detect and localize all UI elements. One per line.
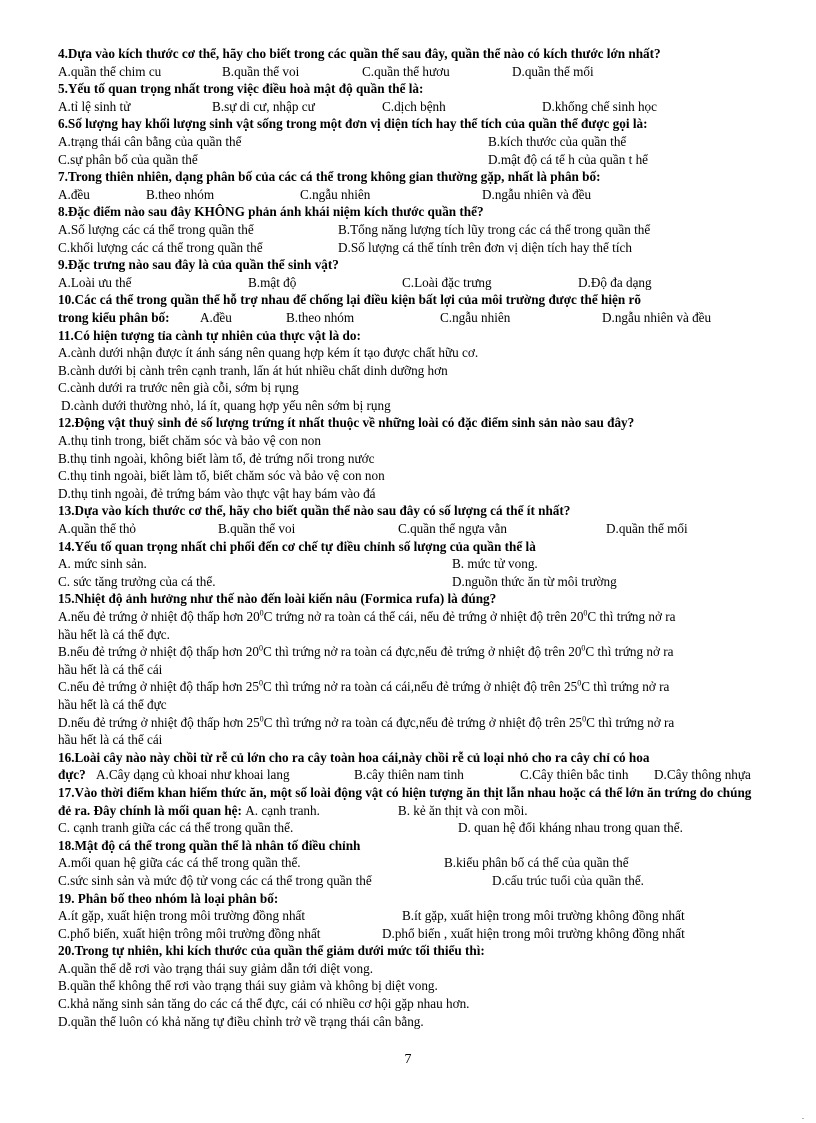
- question-8: 8.Đặc điểm nào sau đây KHÔNG phản ánh khái niệm kích thước quần thể?: [58, 204, 484, 220]
- q4-option-d: D.quần thể mối: [512, 63, 594, 79]
- q5-option-b: B.sự di cư, nhập cư: [212, 98, 315, 114]
- q13-option-c: C.quần thể ngựa vằn: [398, 521, 507, 537]
- q18-option-a: A.mối quan hệ giữa các cá thể trong quần thể.: [58, 855, 301, 871]
- question-4: 4.Dựa vào kích thước cơ thể, hãy cho biết trong các quần thể sau đây, quần thể nào có kích thước lớn nhất?: [58, 46, 661, 61]
- question-8-options-row1: [58, 221, 763, 239]
- question-13-options: [58, 520, 763, 538]
- q17-option-a: A. cạnh tranh.: [245, 802, 320, 818]
- question-17: 17.Vào thời điểm khan hiếm thức ăn, một số loài động vật có hiện tượng ăn thịt lẫn nhau hoặc cá thể lớn ăn trứng do chúng đẻ ra. Đây chính là mối quan hệ: A. cạnh tranh. B. kẻ ăn thịt và con mồi.: [58, 784, 752, 818]
- q7-option-a: A.đều: [58, 186, 90, 202]
- question-18-options-row1: [58, 854, 763, 872]
- q4-option-a: A.quần thể chim cu: [58, 63, 162, 79]
- q18-option-d: D.cấu trúc tuổi của quần thể.: [492, 872, 644, 888]
- q11-option-b: B.cành dưới bị cành trên cạnh tranh, lấn át hút nhiều chất dinh dưỡng hơn: [58, 362, 448, 378]
- question-16: 16.Loài cây nào này chồi từ rễ củ lớn cho ra cây toàn hoa cái,này chồi rễ củ loại nhỏ cho ra cây chỉ có hoa: [58, 749, 650, 765]
- question-17-options-row2: [58, 819, 763, 837]
- q9-option-a: A.Loài ưu thế: [58, 274, 132, 290]
- q6-option-c: C.sự phân bố của quần thể: [58, 151, 198, 167]
- q20-option-c: C.khả năng sinh sản tăng do các cá thể đực, cái có nhiều cơ hội gặp nhau hơn.: [58, 996, 470, 1012]
- q13-option-b: B.quần thể voi: [218, 521, 296, 537]
- question-4-options: [58, 63, 763, 81]
- question-19-options-row1: [58, 907, 763, 925]
- question-7-options: [58, 186, 763, 204]
- question-19: 19. Phân bố theo nhóm là loại phân bố:: [58, 890, 279, 906]
- q14-option-a: A. mức sinh sản.: [58, 556, 147, 572]
- corner-mark: .: [802, 1112, 804, 1121]
- q13-option-d: D.quần thể mối: [606, 521, 688, 537]
- q12-option-d: D.thụ tinh ngoài, đẻ trứng bám vào thực vật hay bám vào đá: [58, 485, 376, 501]
- question-13: 13.Dựa vào kích thước cơ thể, hãy cho biết quần thể nào sau đây có số lượng cá thể ít nhất?: [58, 503, 571, 519]
- q10-option-c: C.ngẫu nhiên: [440, 309, 511, 325]
- question-6-options-row2: [58, 151, 763, 169]
- q17-option-d: D. quan hệ đối kháng nhau trong quan thể.: [458, 820, 683, 836]
- q7-option-d: D.ngẫu nhiên và đều: [482, 186, 592, 202]
- q9-option-b: B.mật độ: [248, 274, 297, 290]
- q14-option-c: C. sức tăng trưởng của cá thể.: [58, 573, 216, 589]
- question-11: 11.Có hiện tượng tỉa cành tự nhiên của thực vật là do:: [58, 327, 361, 343]
- question-9: 9.Đặc trưng nào sau đây là của quần thể sinh vật?: [58, 257, 339, 273]
- question-12: 12.Động vật thuỷ sinh đẻ số lượng trứng ít nhất thuộc về những loài có đặc điểm sinh sản nào sau đây?: [58, 415, 635, 431]
- q11-option-d: D.cành dưới thường nhỏ, lá ít, quang hợp yếu nên sớm bị rụng: [61, 397, 391, 413]
- q15-option-a: A.nếu đẻ trứng ở nhiệt độ thấp hơn $20^0C$ trứng nở ra toàn cá thể cái, nếu đẻ trứng ở nhiệt độ trên $20^0C$ thì trứng nở ra: [58, 608, 676, 624]
- q10-option-b: B.theo nhóm: [286, 309, 355, 325]
- q20-option-d: D.quần thể luôn có khả năng tự điều chỉnh trở về trạng thái cân bằng.: [58, 1013, 424, 1029]
- q15-option-b: B.nếu đẻ trứng ở nhiệt độ thấp hơn $20^0C$ thì trứng nở ra toàn cá đực,nếu đẻ trứng ở nhiệt độ trên $20^0C$ thì trứng nở ra: [58, 643, 674, 660]
- q9-option-c: C.Loài đặc trưng: [402, 274, 492, 290]
- q14-option-b: B. mức tử vong.: [452, 556, 538, 572]
- q12-option-a: A.thụ tinh trong, biết chăm sóc và bảo vệ con non: [58, 433, 321, 449]
- q6-option-b: B.kích thước của quần thể: [488, 133, 627, 149]
- q20-option-a: A.quần thể dễ rơi vào trạng thái suy giảm dẫn tới diệt vong.: [58, 960, 373, 976]
- question-6: 6.Số lượng hay khối lượng sinh vật sống trong một đơn vị diện tích hay thể tích của quần thể được gọi là:: [58, 116, 648, 132]
- q7-option-b: B.theo nhóm: [146, 186, 215, 202]
- q19-option-c: C.phổ biến, xuất hiện trông môi trường đồng nhất: [58, 925, 321, 941]
- q4-option-c: C.quần thể hươu: [362, 63, 450, 79]
- q10-option-a: A.đều: [200, 309, 232, 325]
- q15-option-b-cont: hầu hết là cá thể cái: [58, 661, 163, 677]
- question-15: 15.Nhiệt độ ảnh hưởng như thế nào đến loài kiến nâu (Formica rufa) là đúng?: [58, 591, 497, 607]
- question-6-options-row1: [58, 133, 763, 151]
- question-10: 10.Các cá thể trong quần thể hỗ trợ nhau để chống lại điều kiện bất lợi của môi trường được thể hiện rõ: [58, 292, 641, 308]
- q17-option-c: C. cạnh tranh giữa các cá thể trong quần thể.: [58, 820, 294, 836]
- q16-option-b: B.cây thiên nam tinh: [354, 767, 464, 783]
- q8-option-b: B.Tổng năng lượng tích lũy trong các cá thể trong quần thể: [338, 221, 651, 237]
- question-10-continuation: trong kiểu phân bố:: [58, 309, 170, 325]
- q11-option-c: C.cành dưới ra trước nên già cỗi, sớm bị rụng: [58, 380, 299, 396]
- q8-option-c: C.khối lượng các cá thể trong quần thể: [58, 239, 263, 255]
- q16-option-c: C.Cây thiên bắc tinh: [520, 767, 629, 783]
- q4-option-b: B.quần thể voi: [222, 63, 300, 79]
- q6-option-d: D.mật độ cá tể h của quần t hể: [488, 151, 649, 167]
- q14-option-d: D.nguồn thức ăn từ môi trường: [452, 573, 617, 589]
- page-number: 7: [404, 1052, 412, 1067]
- q15-option-d: D.nếu đẻ trứng ở nhiệt độ thấp hơn $25^0C$ thì trứng nở ra toàn cá đực,nếu đẻ trứng ở nhiệt độ trên $25^0C$ thì trứng nở ra: [58, 714, 675, 730]
- q11-option-a: A.cành dưới nhận được ít ánh sáng nên quang hợp kém ít tạo được chất hữu cơ.: [58, 345, 479, 361]
- document-body: [58, 45, 763, 1030]
- q20-option-b: B.quần thể không thể rơi vào trạng thái suy giảm và không bị diệt vong.: [58, 978, 438, 994]
- q19-option-a: A.ít gặp, xuất hiện trong môi trường đồng nhất: [58, 908, 306, 924]
- question-8-options-row2: [58, 239, 763, 257]
- question-18: 18.Mật độ cá thể trong quần thể là nhân tố điều chỉnh: [58, 837, 361, 853]
- q18-option-b: B.kiểu phân bố cá thể của quần thể: [444, 855, 629, 871]
- question-16-continuation: đực?: [58, 767, 86, 783]
- q6-option-a: A.trạng thái cân bằng của quần thể: [58, 133, 242, 149]
- question-14: 14.Yếu tố quan trọng nhất chi phối đến cơ chế tự điều chỉnh số lượng của quần thể là: [58, 538, 536, 554]
- q15-option-c: C.nếu đẻ trứng ở nhiệt độ thấp hơn $25^0C$ thì trứng nở ra toàn cá cái,nếu đẻ trứng ở nhiệt độ trên $25^0C$ thì trứng nở ra: [58, 678, 670, 695]
- question-20: 20.Trong tự nhiên, khi kích thước của quần thể giảm dưới mức tối thiểu thì:: [58, 943, 485, 959]
- question-5-options: [58, 98, 763, 116]
- q18-option-c: C.sức sinh sản và mức độ tử vong các cá thể trong quần thể: [58, 872, 372, 888]
- q16-option-a: A.Cây dạng củ khoai như khoai lang: [96, 767, 290, 783]
- question-14-options-row1: [58, 555, 763, 573]
- question-7: 7.Trong thiên nhiên, dạng phân bố của các cá thể trong không gian thường gặp, nhất là phân bố:: [58, 169, 601, 185]
- q15-option-c-cont: hầu hết là cá thể đực: [58, 696, 167, 712]
- q19-option-d: D.phổ biến , xuất hiện trong môi trường không đồng nhất: [382, 925, 685, 941]
- question-10-options: [58, 309, 763, 327]
- q13-option-a: A.quần thể thỏ: [58, 521, 137, 537]
- q19-option-b: B.ít gặp, xuất hiện trong môi trường không đồng nhất: [402, 908, 685, 924]
- q15-option-d-cont: hầu hết là cá thể cái: [58, 732, 163, 748]
- q5-option-c: C.dịch bệnh: [382, 98, 446, 114]
- q8-option-a: A.Số lượng các cá thể trong quần thể: [58, 221, 254, 237]
- q9-option-d: D.Độ đa dạng: [578, 274, 652, 290]
- question-9-options: [58, 274, 763, 292]
- q5-option-d: D.khống chế sinh học: [542, 98, 658, 114]
- q16-option-d: D.Cây thông nhựa: [654, 767, 751, 783]
- q12-option-b: B.thụ tinh ngoài, không biết làm tổ, đẻ trứng nổi trong nước: [58, 450, 375, 466]
- question-16-options: [58, 766, 763, 784]
- q5-option-a: A.tỉ lệ sinh tử: [58, 98, 131, 114]
- q8-option-d: D.Số lượng cá thể tính trên đơn vị diện tích hay thể tích: [338, 239, 632, 255]
- question-18-options-row2: [58, 872, 763, 890]
- question-5: 5.Yếu tố quan trọng nhất trong việc điều hoà mật độ quần thể là:: [58, 81, 424, 97]
- q7-option-c: C.ngẫu nhiên: [300, 186, 371, 202]
- question-19-options-row2: [58, 925, 763, 943]
- question-14-options-row2: [58, 573, 763, 591]
- q17-option-b: B. kẻ ăn thịt và con mồi.: [397, 802, 528, 818]
- q10-option-d: D.ngẫu nhiên và đều: [602, 309, 712, 325]
- q15-option-a-cont: hầu hết là cá thể đực.: [58, 626, 170, 642]
- q12-option-c: C.thụ tinh ngoài, biết làm tổ, biết chăm sóc và bảo vệ con non: [58, 468, 385, 484]
